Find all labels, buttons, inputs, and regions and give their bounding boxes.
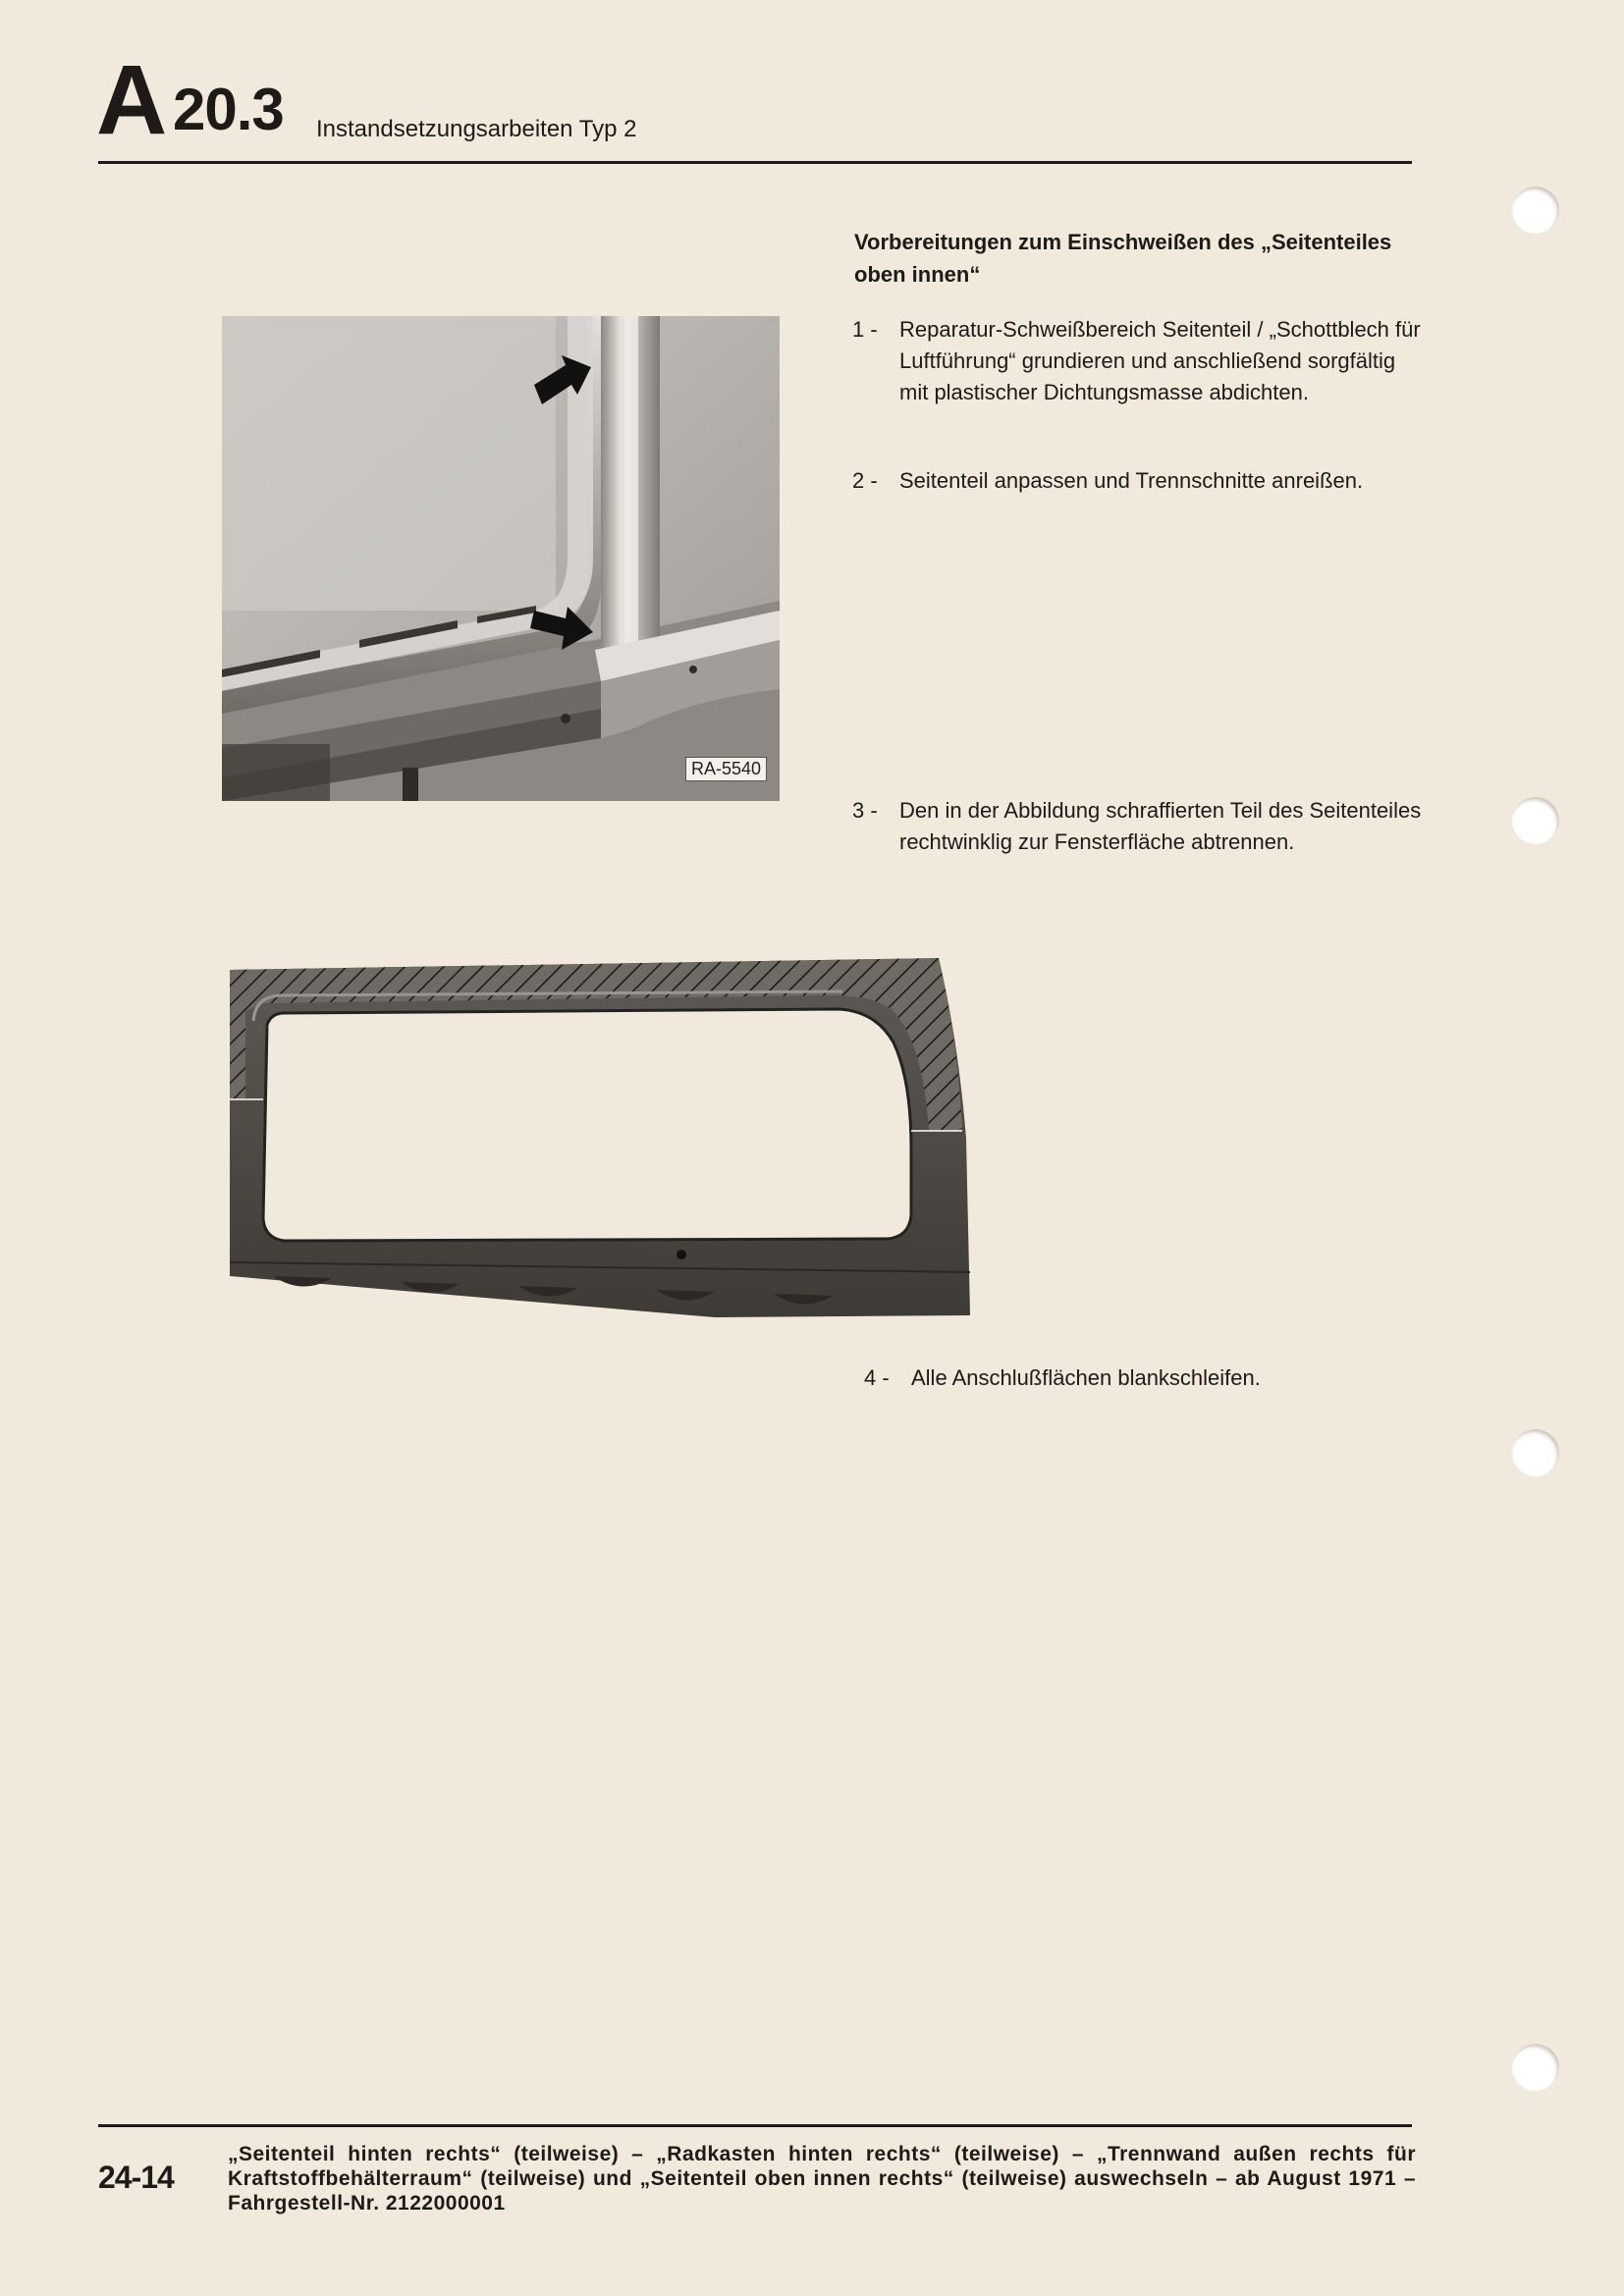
binder-hole [1512,1429,1559,1476]
step-2 [852,465,1422,497]
step-text: Seitenteil anpassen und Trennschnitte anreißen. [899,468,1364,493]
step-number: 1 - [852,317,878,342]
footer-description: „Seitenteil hinten rechts“ (teilweise) – „Radkasten hinten rechts“ (teilweise) – „Trennwand außen rechts für Kraftstoffbehälterraum“ (teilweise) und „Seitenteil oben innen rechts“ (teilweise) auswechseln – ab August 1971 – Fahrgestell-Nr. 2122000001 [228,2143,1416,2215]
step-3 [852,795,1422,858]
section-heading: Vorbereitungen zum Einschweißen des „Seitenteiles oben innen“ [854,230,1392,287]
panel-drawing [224,952,1009,1325]
step-number: 2 - [852,468,878,493]
step-number: 4 - [864,1365,890,1390]
step-4 [864,1362,1434,1394]
step-text: Den in der Abbildung schraffierten Teil des Seitenteiles rechtwinklig zur Fensterfläche abtrennen. [899,798,1422,854]
binder-hole [1512,2044,1559,2091]
header-title: Instandsetzungsarbeiten Typ 2 [316,116,637,142]
binder-hole [1512,187,1559,234]
hatched-panel-illustration [224,952,1009,1325]
section-number: 20.3 [173,77,284,142]
photo-illustration [222,316,780,801]
header-rule [98,161,1412,164]
step-number: 3 - [852,798,878,823]
section-letter: A [96,45,162,155]
footer-rule [98,2124,1412,2127]
figure-label: RA-5540 [685,757,767,781]
page-number: 24-14 [98,2160,174,2195]
step-text: Reparatur-Schweißbereich Seitenteil / „Schottblech für Luftführung“ grundieren und anschließend sorgfältig mit plastischer Dichtungsmasse abdichten. [899,317,1421,404]
binder-hole [1512,797,1559,844]
step-text: Alle Anschlußflächen blankschleifen. [911,1365,1261,1390]
photo-figure [222,316,780,801]
step-1 [852,314,1422,408]
